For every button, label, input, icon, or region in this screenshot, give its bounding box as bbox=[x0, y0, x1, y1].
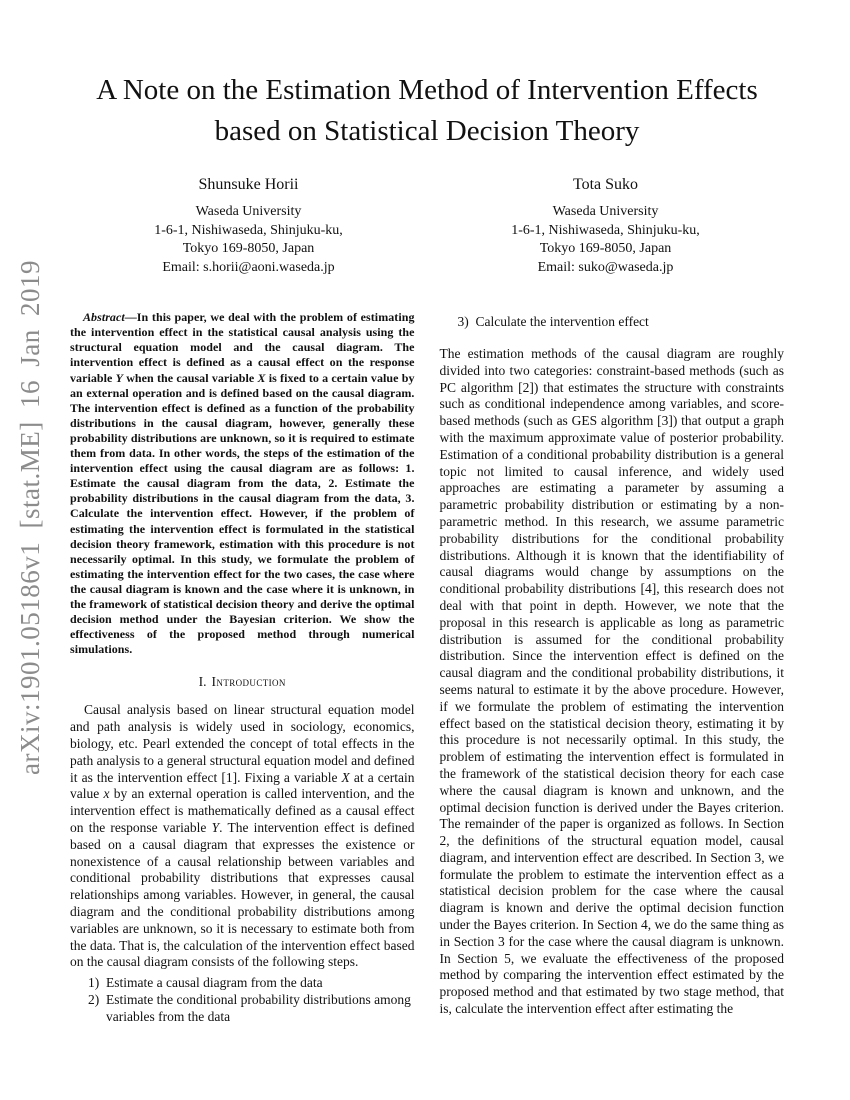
section-number: I. bbox=[198, 674, 207, 690]
intro-paragraph bbox=[70, 702, 415, 971]
author-address-line2: Tokyo 169-8050, Japan bbox=[539, 241, 672, 257]
math-variable-X: X bbox=[341, 769, 350, 785]
authors-row bbox=[70, 176, 784, 277]
section-heading-introduction bbox=[70, 674, 415, 690]
list-item bbox=[82, 992, 415, 1026]
author-affiliation: Waseda University bbox=[195, 204, 302, 220]
author-address-line2: Tokyo 169-8050, Japan bbox=[182, 241, 315, 257]
author-block-1 bbox=[70, 176, 427, 277]
two-column-body bbox=[70, 310, 784, 1025]
paper-title: A Note on the Estimation Method of Intervention Effects based on Statistical Decision Theory bbox=[96, 74, 758, 147]
paper-content bbox=[70, 0, 784, 1025]
list-item-text: Calculate the intervention effect bbox=[475, 314, 649, 330]
right-column-paragraph: The estimation methods of the causal diagram are roughly divided into two categories: constraint-based methods (such as PC algorithm [2]) that estimates the structure with constraints such as conditional independence among variables, and score-based methods (such as GES algorithm [3]) that output a graph with the maximum approximate value of posterior probability. Estimation of a conditional probability distribution is a general topic not limited to causal inference, and widely used approaches are estimating a parameter by assuming a parametric probability distribution or estimating by a non-parametric method. In this research, we assume parametric probability distributions for the conditional probability distributions. Although it is known that the identifiability of causal diagrams would change by assumptions on the conditional probability distributions [4], this research does not deal with that point in depth. However, we note that the proposal in this research is applicable as long as parametric distribution is assumed for the conditional probability distribution. Since the intervention effect is defined on the causal diagram and the conditional probability distributions, it seems natural to estimate it by the above procedure. However, if we formulate the problem of estimating the intervention effect based on the statistical decision theory, estimating it by this procedure is not necessarily optimal. In this study, the problem of estimating the intervention effect is formulated in the framework of the statistical decision theory for each case where the causal diagram is known and unknown, and the optimal decision function is derived under the Bayes criterion. The remainder of the paper is organized as follows. In Section 2, the definitions of the structural equation model, causal diagram, and intervention effect are described. In Section 3, we formulate the problem to estimate the intervention effect as a statistical decision problem for the case where the causal diagram is known and derive the optimal decision function under the Bayes criterion. In Section 4, we do the same thing as in Section 3 for the case where the causal diagram is unknown. In Section 5, we evaluate the effectiveness of the proposed method by comparing the intervention effect estimated by the proposed method and that estimated by two stage method, that is, calculate the intervention effect after estimating the bbox=[439, 345, 784, 1017]
steps-list-continued bbox=[452, 314, 785, 331]
abstract-text: —In this paper, we deal with the problem of estimating the intervention effect in the statistical causal analysis using the structural equation model and the causal diagram. The intervention effect is defined as a causal effect on the response variable bbox=[70, 310, 415, 385]
author-address-line1: 1-6-1, Nishiwaseda, Shinjuku-ku, bbox=[154, 222, 343, 238]
abstract-label: Abstract bbox=[83, 310, 125, 325]
author-name: Shunsuke Horii bbox=[198, 176, 299, 194]
list-item-number: 2) bbox=[88, 991, 100, 1007]
list-item-number: 3) bbox=[457, 314, 469, 330]
intro-text: at a certain value bbox=[70, 769, 415, 802]
author-block-2 bbox=[427, 176, 784, 277]
steps-list bbox=[82, 975, 415, 1025]
math-variable-X: X bbox=[257, 370, 266, 385]
author-email: Email: suko@waseda.jp bbox=[537, 259, 674, 275]
math-variable-Y: Y bbox=[115, 370, 123, 385]
math-variable-x: x bbox=[103, 786, 110, 802]
author-affiliation: Waseda University bbox=[552, 204, 659, 220]
author-name: Tota Suko bbox=[572, 176, 639, 194]
list-item-number: 1) bbox=[88, 975, 100, 991]
abstract bbox=[70, 310, 415, 657]
right-column bbox=[440, 310, 785, 1025]
intro-text: . The intervention effect is defined based on a causal diagram that expresses the existence or nonexistence of a causal relationship between variables and conditional probability distributions that expresses causal relationships among variables. However, in general, the causal diagram and the conditional probability distributions among variables are unknown, so it is necessary to estimate both from the data. That is, the calculation of the intervention effect based on the causal diagram consists of the following steps. bbox=[70, 819, 415, 970]
list-item bbox=[82, 975, 415, 992]
abstract-text: is fixed to a certain value by an external operation and is defined based on the causal diagram. The intervention effect is defined as a function of the probability distributions in the causal diagram, however, generally these probability distributions are unknown, so it is required to estimate them from data. In other words, the steps of the estimation of the intervention effect using the causal diagram are as follows: 1. Estimate the causal diagram from the data, 2. Estimate the probability distributions in the causal diagram from the data, 3. Calculate the intervention effect. However, if the problem of estimating the intervention effect is formulated in the statistical decision theory framework, estimation with this procedure is not necessarily optimal. In this study, we formulate the problem of estimating the intervention effect for the two cases, the case where the causal diagram is known and the case where it is unknown, in the framework of statistical decision theory and derive the optimal decision method under the Bayesian criterion. We show the effectiveness of the proposed method through numerical simulations. bbox=[70, 370, 415, 657]
list-item-text: Estimate a causal diagram from the data bbox=[106, 975, 323, 991]
intro-text: by an external operation is called intervention, and the intervention effect is mathematically defined as a causal effect on the response variable bbox=[70, 786, 415, 835]
math-variable-Y: Y bbox=[211, 819, 220, 835]
author-address-line1: 1-6-1, Nishiwaseda, Shinjuku-ku, bbox=[511, 222, 700, 238]
arxiv-watermark: arXiv:1901.05186v1 [stat.ME] 16 Jan 2019 bbox=[15, 260, 45, 775]
abstract-text: when the causal variable bbox=[123, 370, 258, 385]
list-item-text: Estimate the conditional probability distributions among variables from the data bbox=[106, 991, 411, 1024]
author-email: Email: s.horii@aoni.waseda.jp bbox=[162, 259, 335, 275]
intro-text: Causal analysis based on linear structural equation model and path analysis is widely used in sociology, economics, biology, etc. Pearl extended the concept of total effects in the path analysis to a general structural equation model and defined it as the intervention effect [1]. Fixing a variable bbox=[70, 702, 415, 785]
section-title: Introduction bbox=[211, 674, 286, 690]
list-item bbox=[452, 314, 785, 331]
left-column bbox=[70, 310, 415, 1025]
